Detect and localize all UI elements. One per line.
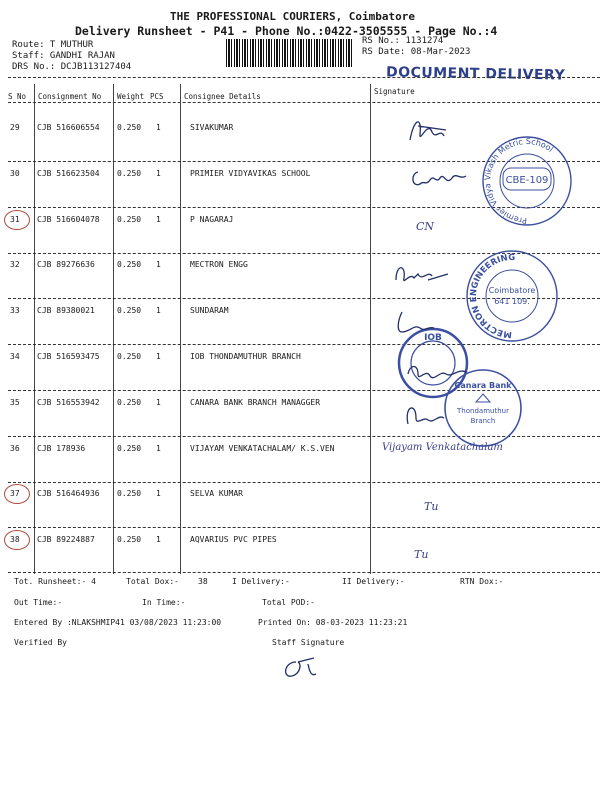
cell-pcs: 1: [156, 123, 161, 132]
staff-signature: [278, 652, 328, 684]
cell-pcs: 1: [156, 397, 161, 407]
cell-sno: 33: [10, 306, 20, 316]
cell-sno: 31: [10, 214, 20, 224]
cell-consignment: CJB 89276636: [37, 260, 95, 270]
col-consignment: Consignment No: [38, 92, 102, 101]
barcode: [226, 39, 354, 67]
company-title: THE PROFESSIONAL COURIERS, Coimbatore: [170, 10, 416, 23]
out-time: Out Time:-: [14, 598, 63, 607]
total-dox-label: Total Dox:-: [126, 577, 179, 586]
cell-sno: 36: [10, 443, 20, 453]
cell-consignee: MECTRON ENGG: [190, 260, 248, 270]
cell-sno: 30: [10, 168, 20, 178]
signature-row34: [400, 354, 480, 390]
staff-signature-label: Staff Signature: [272, 638, 345, 647]
cell-consignment: CJB 516553942: [37, 397, 100, 407]
cell-sno: 32: [10, 260, 20, 270]
cell-consignee: VIJAYAM VENKATACHALAM/ K.S.VEN: [190, 443, 335, 453]
school-stamp-code: CBE-109: [505, 175, 549, 186]
document-delivery-stamp: DOCUMENT DELIVERY: [385, 64, 566, 84]
cell-pcs: 1: [156, 352, 161, 361]
route: Route: T MUTHUR: [12, 40, 94, 50]
cell-weight: 0.250: [117, 489, 142, 499]
cell-weight: 0.250: [117, 260, 142, 270]
header-divider-bottom: [8, 102, 600, 103]
handwriting-row37: Tu: [424, 500, 439, 513]
cell-weight: 0.250: [117, 352, 142, 361]
cell-consignee: SELVA KUMAR: [190, 489, 243, 499]
mectron-stamp-pin: 641 109.: [494, 297, 530, 306]
rs-number: RS No.: 1131274: [362, 36, 444, 46]
signature-row32: [388, 254, 468, 294]
cell-weight: 0.250: [117, 397, 142, 407]
handwriting-row36: Vijayam Venkatachalam: [382, 442, 503, 453]
cell-consignment: CJB 89224887: [37, 535, 95, 545]
total-dox-value: 38: [198, 577, 208, 586]
cell-consignment: CJB 516464936: [37, 489, 100, 499]
cell-weight: 0.250: [117, 168, 142, 178]
cell-sno: 29: [10, 123, 20, 132]
canara-stamp-top: Canara Bank: [454, 381, 512, 390]
sno-circle-mark: [4, 484, 30, 504]
total-pod: Total POD:-: [262, 598, 315, 607]
cell-consignee: SIVAKUMAR: [190, 123, 234, 132]
row-divider: [8, 482, 600, 483]
cell-consignment: CJB 516623504: [37, 168, 100, 178]
school-stamp-ring: Premier Vidya Vikash Metric School: [482, 136, 555, 226]
footer-divider: [8, 572, 600, 573]
cell-consignee: SUNDARAM: [190, 306, 229, 316]
cell-consignee: CANARA BANK BRANCH MANAGGER: [190, 397, 321, 407]
cell-pcs: 1: [156, 214, 161, 224]
cell-consignment: CJB 516604078: [37, 214, 100, 224]
canara-stamp-bottom: Branch: [470, 417, 496, 425]
rtn-dox: RTN Dox:-: [460, 577, 504, 586]
cell-consignee: PRIMIER VIDYAVIKAS SCHOOL: [190, 168, 311, 178]
cell-weight: 0.250: [117, 443, 142, 453]
signature-row35: [398, 396, 458, 432]
mectron-stamp-ring: MECTRON ENGINEERING: [468, 252, 516, 340]
canara-stamp-mid: Thondamuthur: [457, 407, 509, 415]
printed-on: Printed On: 08-03-2023 11:23:21: [258, 618, 408, 627]
cell-sno: 37: [10, 489, 20, 499]
cell-weight: 0.250: [117, 214, 142, 224]
cell-pcs: 1: [156, 443, 161, 453]
cell-consignee: IOB THONDAMUTHUR BRANCH: [190, 352, 301, 361]
signature-row30: [406, 158, 476, 194]
runsheet-title: Delivery Runsheet - P41 - Phone No.:0422-3505555 - Page No.:4: [75, 24, 498, 38]
cell-sno: 35: [10, 397, 20, 407]
header-divider-top: [8, 77, 600, 78]
cell-weight: 0.250: [117, 535, 142, 545]
cell-pcs: 1: [156, 306, 161, 316]
cell-sno: 38: [10, 535, 20, 545]
mectron-stamp-city: Coimbatore: [488, 286, 536, 295]
mectron-stamp: [462, 246, 562, 346]
cell-consignment: CJB 178936: [37, 443, 86, 453]
handwriting-row31: CN: [416, 220, 435, 233]
col-consignee: Consignee Details: [184, 92, 261, 101]
signature-row29: [400, 110, 460, 154]
drs-number: DRS No.: DCJB113127404: [12, 62, 132, 72]
row-divider: [8, 527, 600, 528]
cell-weight: 0.250: [117, 123, 142, 132]
cell-pcs: 1: [156, 535, 161, 545]
staff: Staff: GANDHI RAJAN: [12, 51, 115, 61]
sno-circle-mark: [4, 530, 30, 550]
in-time: In Time:-: [142, 598, 186, 607]
signature-row33: [390, 306, 460, 342]
cell-pcs: 1: [156, 489, 161, 499]
col-weight: Weight: [117, 92, 145, 101]
cell-consignee: AQVARIUS PVC PIPES: [190, 535, 277, 545]
ii-delivery: II Delivery:-: [342, 577, 405, 586]
sno-circle-mark: [4, 210, 30, 230]
cell-consignee: P NAGARAJ: [190, 214, 234, 224]
tot-runsheet: Tot. Runsheet:- 4: [14, 577, 96, 586]
entered-by: Entered By :NLAKSHMIP41 03/08/2023 11:23:00: [14, 618, 222, 627]
cell-pcs: 1: [156, 260, 161, 270]
i-delivery: I Delivery:-: [232, 577, 290, 586]
school-stamp: [470, 130, 585, 230]
cell-pcs: 1: [156, 168, 161, 178]
col-pcs: PCS: [150, 92, 164, 101]
col-sno: S No: [8, 92, 27, 101]
cell-weight: 0.250: [117, 306, 142, 316]
verified-by: Verified By: [14, 638, 67, 647]
handwriting-row38: Tu: [414, 548, 429, 561]
iob-stamp-label: IOB: [424, 333, 442, 343]
col-signature: Signature: [374, 87, 415, 96]
cell-sno: 34: [10, 352, 20, 361]
cell-consignment: CJB 516606554: [37, 123, 100, 132]
rs-date: RS Date: 08-Mar-2023: [362, 47, 471, 57]
cell-consignment: CJB 89380021: [37, 306, 95, 316]
cell-consignment: CJB 516593475: [37, 352, 100, 361]
